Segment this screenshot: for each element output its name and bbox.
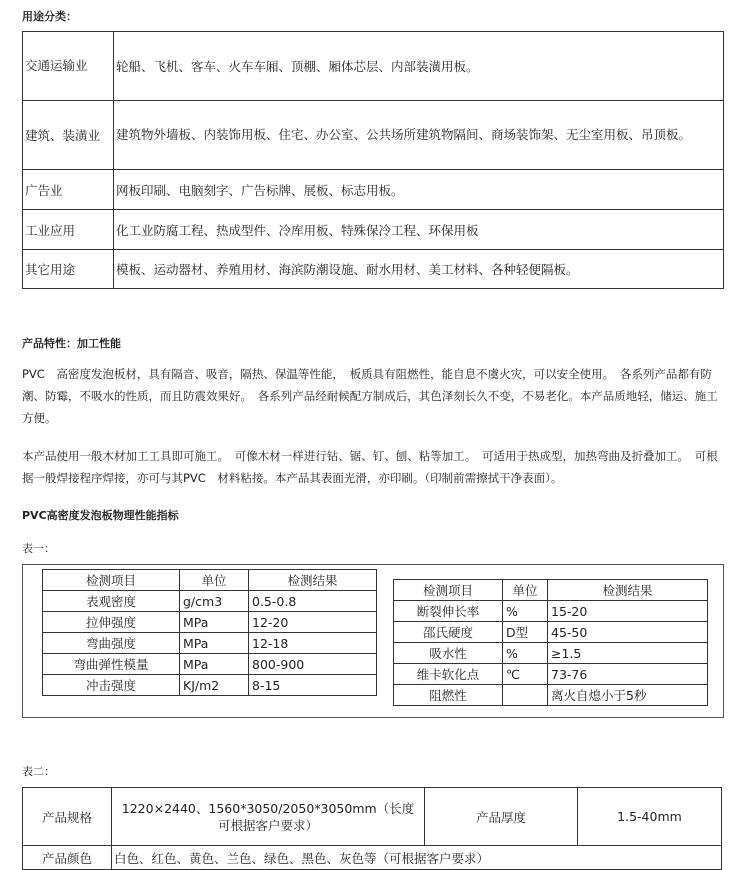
features-heading: 产品特性：加工性能 bbox=[22, 337, 121, 350]
thickness-value: 1.5-40mm bbox=[578, 788, 722, 846]
features-paragraph-2: 本产品使用一般木材加工工具即可施工。 可像木材一样进行钻、锯、钉、刨、粘等加工。 可适用于热成型，加热弯曲及折叠加工。 可根据一般焊接程序焊接，亦可与其PVC 材料粘接。本产品其表面光滑，亦印刷。（印制前需擦拭干净表面）。 bbox=[22, 449, 718, 485]
cell: MPa bbox=[180, 612, 249, 633]
spec-label: 产品规格 bbox=[23, 788, 112, 846]
uses-heading: 用途分类： bbox=[22, 10, 77, 23]
table-row bbox=[394, 601, 708, 622]
uses-table bbox=[22, 31, 724, 289]
table-row bbox=[23, 32, 724, 101]
cell: D型 bbox=[503, 622, 548, 643]
cell: ℃ bbox=[503, 664, 548, 685]
cell: 73-76 bbox=[548, 664, 708, 685]
cell: 维卡软化点 bbox=[394, 664, 503, 685]
col-header: 单位 bbox=[503, 580, 548, 601]
col-header: 单位 bbox=[180, 570, 249, 591]
table-row bbox=[23, 250, 724, 289]
use-key: 建筑、装潢业 bbox=[23, 101, 114, 170]
cell: MPa bbox=[180, 654, 249, 675]
table1-right bbox=[393, 579, 708, 706]
cell bbox=[503, 685, 548, 706]
table2 bbox=[22, 787, 722, 870]
use-value: 模板、运动器材、养殖用材、海滨防潮设施、耐水用材、美工材料、各种轻便隔板。 bbox=[114, 250, 724, 289]
table1-box bbox=[22, 564, 724, 718]
table-row bbox=[43, 675, 377, 696]
table-row bbox=[43, 633, 377, 654]
cell: 冲击强度 bbox=[43, 675, 180, 696]
cell: 弯曲强度 bbox=[43, 633, 180, 654]
table-row bbox=[23, 788, 722, 846]
thickness-label: 产品厚度 bbox=[425, 788, 578, 846]
cell: 吸水性 bbox=[394, 643, 503, 664]
table1-left bbox=[42, 569, 377, 696]
table1-label: 表一： bbox=[22, 542, 55, 555]
cell: g/cm3 bbox=[180, 591, 249, 612]
table-row bbox=[394, 622, 708, 643]
use-key: 其它用途 bbox=[23, 250, 114, 289]
cell: 表观密度 bbox=[43, 591, 180, 612]
color-value: 白色、红色、黄色、兰色、绿色、黑色、灰色等（可根据客户要求） bbox=[112, 846, 722, 870]
table-row bbox=[23, 210, 724, 250]
use-value: 轮船、飞机、客车、火车车厢、顶棚、厢体芯层、内部装潢用板。 bbox=[114, 32, 724, 101]
cell: 0.5-0.8 bbox=[249, 591, 377, 612]
cell: MPa bbox=[180, 633, 249, 654]
table-row bbox=[23, 170, 724, 210]
cell: KJ/m2 bbox=[180, 675, 249, 696]
cell: 8-15 bbox=[249, 675, 377, 696]
cell: 断裂伸长率 bbox=[394, 601, 503, 622]
cell: 离火自熄小于5秒 bbox=[548, 685, 708, 706]
table-row bbox=[43, 612, 377, 633]
table-row bbox=[43, 570, 377, 591]
cell: 800-900 bbox=[249, 654, 377, 675]
use-value: 化工业防腐工程、热成型件、冷库用板、特殊保冷工程、环保用板 bbox=[114, 210, 724, 250]
table-row bbox=[23, 101, 724, 170]
use-value: 网板印刷、电脑刻字、广告标牌、展板、标志用板。 bbox=[114, 170, 724, 210]
table-row bbox=[394, 664, 708, 685]
table-row bbox=[23, 846, 722, 870]
cell: 15-20 bbox=[548, 601, 708, 622]
spec-value: 1220×2440、1560*3050/2050*3050mm（长度可根据客户要求） bbox=[112, 788, 425, 846]
use-key: 交通运输业 bbox=[23, 32, 114, 101]
use-key: 广告业 bbox=[23, 170, 114, 210]
cell: ≥1.5 bbox=[548, 643, 708, 664]
table-row bbox=[43, 591, 377, 612]
table2-label: 表二： bbox=[22, 765, 55, 778]
cell: 12-18 bbox=[249, 633, 377, 654]
table-row bbox=[43, 654, 377, 675]
cell: 12-20 bbox=[249, 612, 377, 633]
cell: 弯曲弹性模量 bbox=[43, 654, 180, 675]
cell: % bbox=[503, 601, 548, 622]
table-row bbox=[394, 643, 708, 664]
cell: 邵氏硬度 bbox=[394, 622, 503, 643]
col-header: 检测项目 bbox=[394, 580, 503, 601]
color-label: 产品颜色 bbox=[23, 846, 112, 870]
physical-heading: PVC高密度发泡板物理性能指标 bbox=[22, 509, 179, 522]
features-paragraph-1: PVC 高密度发泡板材，具有隔音、吸音，隔热、保温等性能， 板质具有阻燃性，能自息不虞火灾，可以安全使用。 各系列产品都有防潮、防霉，不吸水的性质，而且防震效果好。 各系列产品经耐候配方制成后，其色泽刻长久不变，不易老化。本产品质地轻，储运、施工方便。 bbox=[22, 367, 718, 425]
use-key: 工业应用 bbox=[23, 210, 114, 250]
col-header: 检测结果 bbox=[548, 580, 708, 601]
col-header: 检测结果 bbox=[249, 570, 377, 591]
cell: 拉伸强度 bbox=[43, 612, 180, 633]
table-row bbox=[394, 580, 708, 601]
col-header: 检测项目 bbox=[43, 570, 180, 591]
cell: 阻燃性 bbox=[394, 685, 503, 706]
table-row bbox=[394, 685, 708, 706]
cell: 45-50 bbox=[548, 622, 708, 643]
use-value: 建筑物外墙板、内装饰用板、住宅、办公室、公共场所建筑物隔间、商场装饰架、无尘室用板、吊顶板。 bbox=[114, 101, 724, 170]
cell: % bbox=[503, 643, 548, 664]
